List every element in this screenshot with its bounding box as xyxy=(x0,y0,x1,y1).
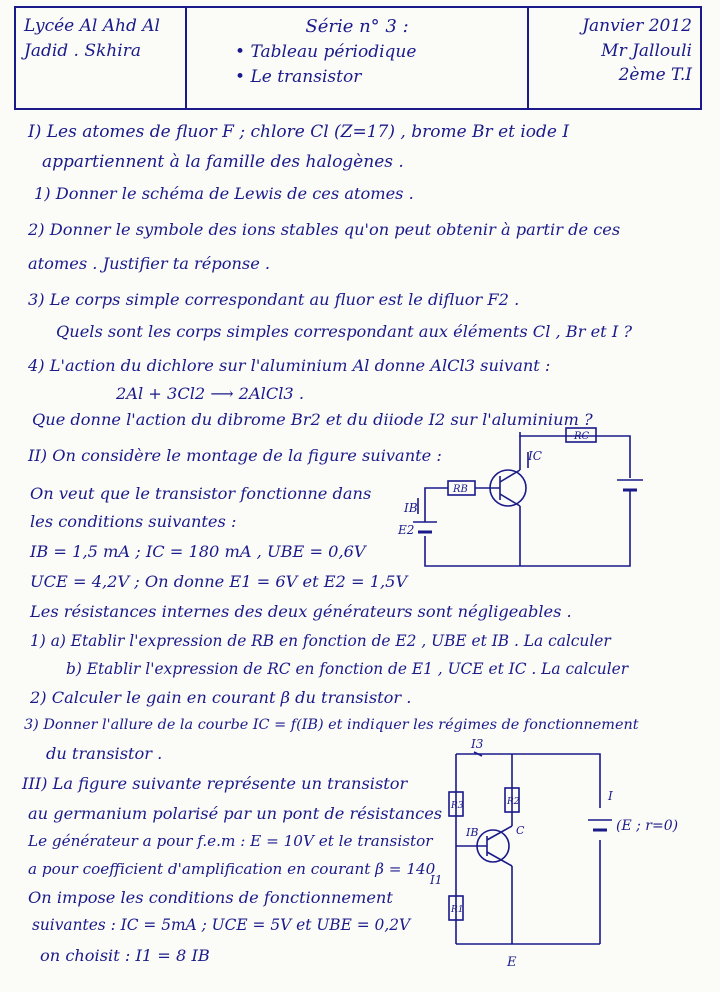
ex2-q1b: b) Etablir l'expression de RC en fonction de E1 , UCE et IC . La calculer xyxy=(66,660,629,678)
ex1-q3a: 3) Le corps simple correspondant au fluor est le difluor F2 . xyxy=(28,290,520,309)
ex2-q1a: 1) a) Etablir l'expression de RB en fonction de E2 , UBE et IB . La calculer xyxy=(30,632,611,650)
ex2-line1: On veut que le transistor fonctionne dans xyxy=(30,484,372,503)
fig3-label-r1: R1 xyxy=(451,905,464,915)
ex2-line2: les conditions suivantes : xyxy=(30,512,237,531)
fig3-label-c: C xyxy=(516,824,525,837)
topic-2: • Le transistor xyxy=(235,66,362,87)
ex1-q2b: atomes . Justifier ta réponse . xyxy=(28,254,271,273)
fig2-label-rb: RB xyxy=(453,484,468,495)
school-line2: Jadid . Skhira xyxy=(24,40,141,61)
ex2-line4: UCE = 4,2V ; On donne E1 = 6V et E2 = 1,5V xyxy=(30,572,408,591)
ex3-line4: a pour coefficient d'amplification en courant β = 140 xyxy=(28,860,436,878)
ex2-intro: II) On considère le montage de la figure suivante : xyxy=(28,446,442,465)
ex1-q4a: 4) L'action du dichlore sur l'aluminium Al donne AlCl3 suivant : xyxy=(28,356,551,375)
ex1-q4-equation: 2Al + 3Cl2 ⟶ 2AlCl3 . xyxy=(116,384,304,403)
ex3-line5: On impose les conditions de fonctionnement xyxy=(28,888,393,907)
ex2-q2: 2) Calculer le gain en courant β du transistor . xyxy=(30,688,412,707)
ex3-line7: on choisit : I1 = 8 IB xyxy=(40,946,210,965)
fig3-label-i: I xyxy=(608,789,613,803)
ex2-q3a: 3) Donner l'allure de la courbe IC = f(IB) et indiquer les régimes de fonctionnement xyxy=(24,717,639,733)
fig3-label-ib: IB xyxy=(466,826,479,839)
ex1-intro-2: appartiennent à la famille des halogènes . xyxy=(42,152,404,172)
ex3-line2: au germanium polarisé par un pont de résistances xyxy=(28,804,443,823)
ex3-line6: suivantes : IC = 5mA ; UCE = 5V et UBE = 0,2V xyxy=(32,916,411,934)
ex3-line1: III) La figure suivante représente un transistor xyxy=(22,774,408,793)
ex2-line5: Les résistances internes des deux générateurs sont négligeables . xyxy=(30,602,572,621)
ex2-line3: IB = 1,5 mA ; IC = 180 mA , UBE = 0,6V xyxy=(30,542,366,561)
school-line1: Lycée Al Ahd Al xyxy=(24,16,160,36)
ex1-q4b: Que donne l'action du dibrome Br2 et du diiode I2 sur l'aluminium ? xyxy=(32,410,593,429)
fig2-label-ib: IB xyxy=(404,501,418,515)
ex1-q2a: 2) Donner le symbole des ions stables qu'on peut obtenir à partir de ces xyxy=(28,220,621,239)
fig3-label-e: E xyxy=(507,955,517,970)
ex2-q3b: du transistor . xyxy=(46,744,163,763)
series-title: Série n° 3 : xyxy=(305,16,409,37)
figure-3-circuit xyxy=(449,752,612,944)
fig3-label-r2: R2 xyxy=(507,797,520,807)
ex3-line3: Le générateur a pour f.e.m : E = 10V et le transistor xyxy=(28,832,433,850)
ex1-intro-1: I) Les atomes de fluor F ; chlore Cl (Z=17) , brome Br et iode I xyxy=(28,122,570,142)
topic-1: • Tableau périodique xyxy=(235,42,417,63)
date: Janvier 2012 xyxy=(582,16,692,36)
teacher: Mr Jallouli xyxy=(601,40,692,61)
fig3-label-generator: (E ; r=0) xyxy=(616,818,679,834)
class: 2ème T.I xyxy=(618,65,692,86)
fig2-label-ic: IC xyxy=(528,449,542,463)
ex1-q3b: Quels sont les corps simples correspondant aux éléments Cl , Br et I ? xyxy=(56,322,633,341)
fig2-label-e2: E2 xyxy=(398,523,415,537)
ex1-q1: 1) Donner le schéma de Lewis de ces atomes . xyxy=(34,184,414,203)
fig3-label-r3: R3 xyxy=(451,801,464,811)
fig3-label-i1: I1 xyxy=(430,873,443,887)
fig3-label-i3: I3 xyxy=(471,737,484,751)
fig2-label-rc: RC xyxy=(574,431,590,442)
